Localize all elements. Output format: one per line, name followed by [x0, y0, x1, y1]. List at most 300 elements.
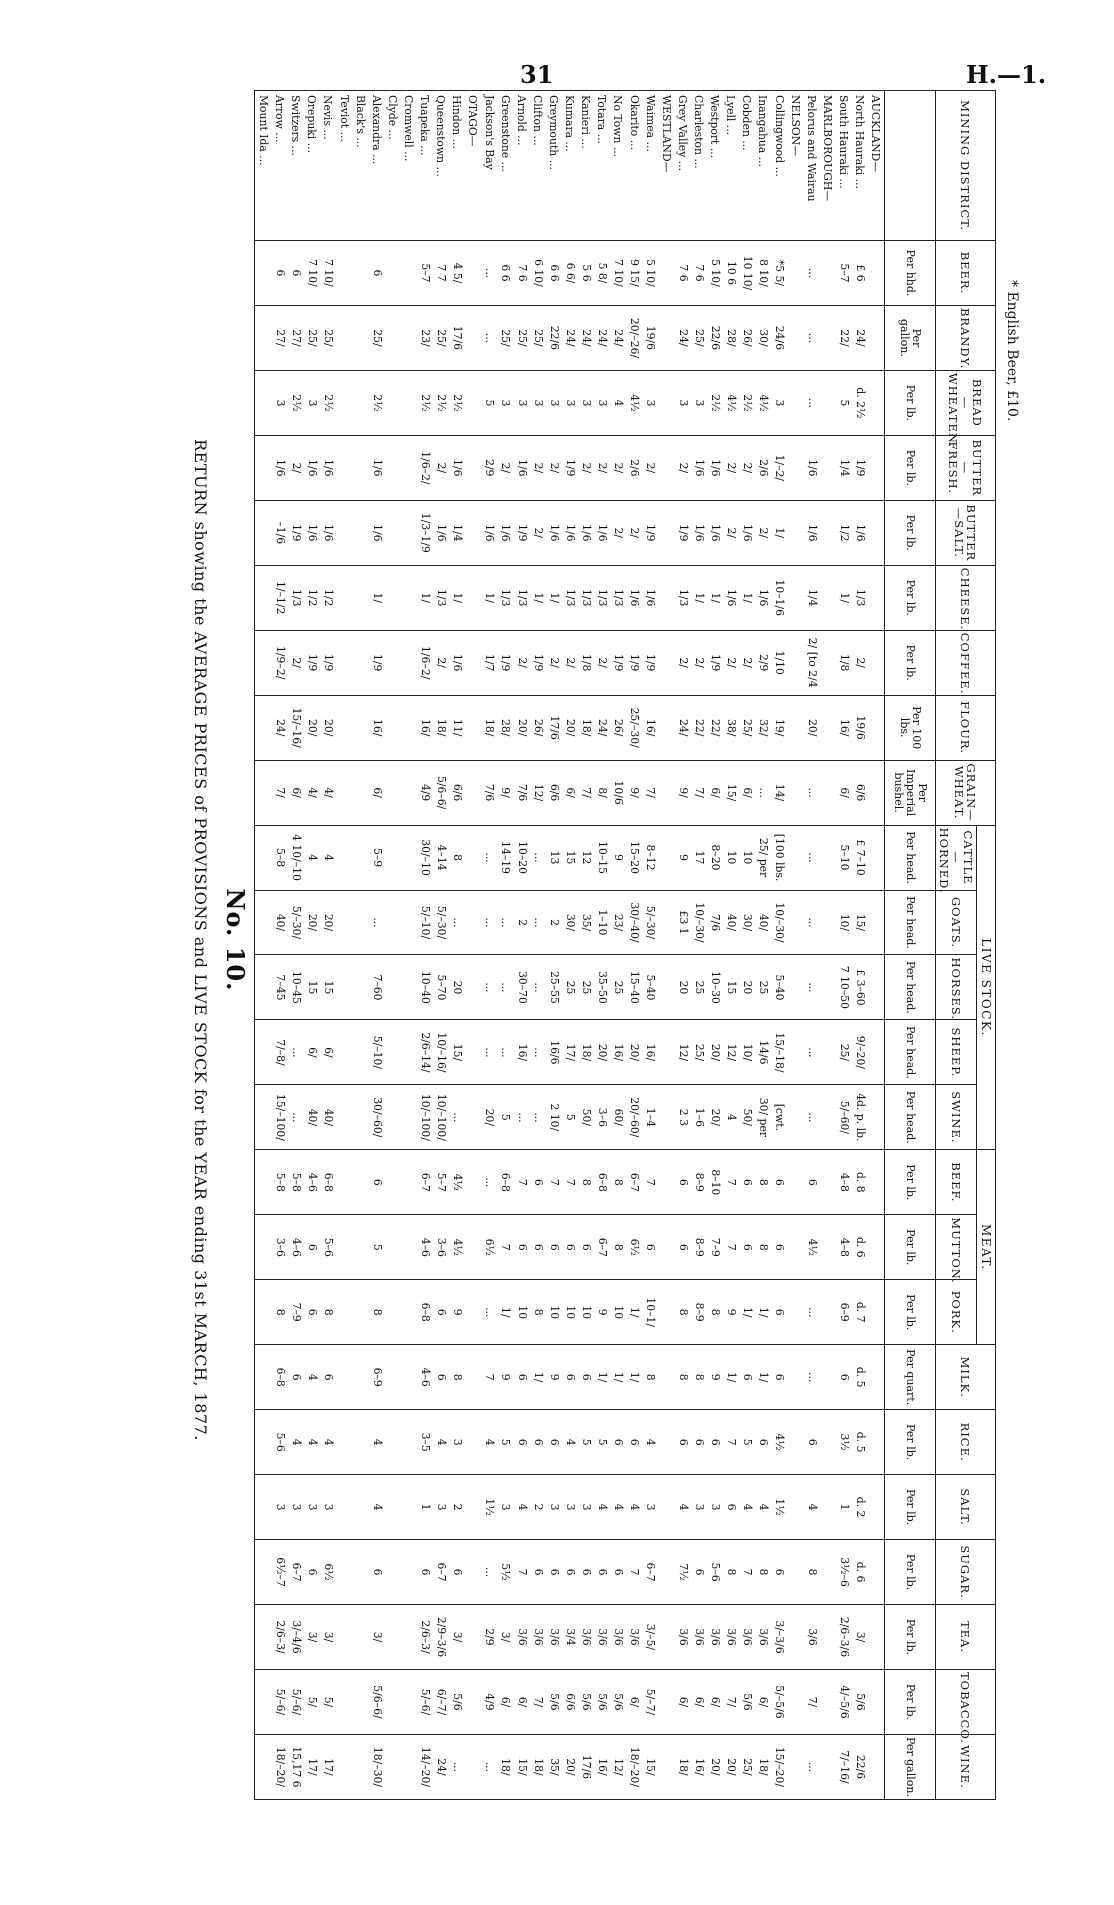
district-name: Cromwell ... [400, 91, 416, 241]
cell-cheese: 1/ [739, 565, 755, 630]
cell-cheese [384, 565, 400, 630]
cell-brandy: 19/6 [642, 305, 658, 370]
cell-butter_salt [336, 500, 352, 565]
cell-sheep [352, 1020, 368, 1085]
cell-sugar: 6 [529, 1540, 545, 1605]
cell-salt: 4 [674, 1475, 690, 1540]
cell-beer [384, 241, 400, 306]
column-unit-milk: Per quart. [885, 1345, 936, 1410]
cell-mutton: 6 [562, 1215, 578, 1280]
district-name: Clifton ... [529, 91, 545, 241]
table-row [674, 91, 690, 1800]
cell-milk: 6 [771, 1345, 787, 1410]
cell-rice [400, 1410, 416, 1475]
cell-swine [384, 1085, 400, 1150]
document-reference: H.—1. [966, 60, 1047, 89]
cell-mutton: 5–6 [320, 1215, 336, 1280]
cell-beef: 7 [513, 1150, 529, 1215]
cell-rice: 3–5 [417, 1410, 433, 1475]
empty-cell [819, 1345, 835, 1410]
cell-swine: 5/–60/ [835, 1085, 851, 1150]
cell-sheep: 16/ [610, 1020, 626, 1085]
cell-wheat: 7/6 [513, 760, 529, 825]
cell-bread: 3 [497, 370, 513, 435]
cell-rice: 5 [739, 1410, 755, 1475]
cell-wheat: 7/ [642, 760, 658, 825]
column-unit-tobacco: Per lb. [885, 1669, 936, 1734]
cell-butter_salt: 1/6 [690, 500, 706, 565]
cell-sheep: 20/ [594, 1020, 610, 1085]
cell-salt [352, 1475, 368, 1540]
cell-bread [352, 370, 368, 435]
cell-wine: 18/–20/ [626, 1734, 642, 1799]
cell-bread: 3 [690, 370, 706, 435]
cell-bread: 3 [529, 370, 545, 435]
cell-brandy: 27/ [288, 305, 304, 370]
cell-beef [255, 1150, 272, 1215]
cell-sheep: 14/6 [755, 1020, 771, 1085]
cell-flour: 25/ [739, 695, 755, 760]
empty-cell [658, 1734, 674, 1799]
cell-rice: 7 [723, 1410, 739, 1475]
empty-cell [787, 955, 803, 1020]
column-header-salt: SALT. [936, 1475, 996, 1540]
cell-milk: 6 [288, 1345, 304, 1410]
cell-tobacco: 7/ [529, 1669, 545, 1734]
cell-butter_fresh: 2/ [545, 435, 561, 500]
cell-bread: 5 [481, 370, 497, 435]
cell-cheese: 1/3 [562, 565, 578, 630]
cell-mutton: 3–6 [433, 1215, 449, 1280]
cell-milk: ... [803, 1345, 819, 1410]
cell-wine: 15/–20/ [771, 1734, 787, 1799]
cell-coffee: 2/ [852, 630, 868, 695]
cell-milk: 6 [320, 1345, 336, 1410]
cell-cattle: 8–12 [642, 825, 658, 890]
empty-cell [819, 1085, 835, 1150]
column-unit-pork: Per lb. [885, 1280, 936, 1345]
empty-cell [787, 890, 803, 955]
cell-brandy: 25/ [304, 305, 320, 370]
cell-mutton: 8 [755, 1215, 771, 1280]
district-name: Greymouth ... [545, 91, 561, 241]
cell-cheese: 1/–1/2 [272, 565, 288, 630]
cell-goats: 40/ [755, 890, 771, 955]
cell-sheep: 7/–8/ [272, 1020, 288, 1085]
cell-coffee: 2/ [545, 630, 561, 695]
empty-cell [658, 1150, 674, 1215]
cell-tea: 3/6 [578, 1605, 594, 1670]
cell-flour: 15/–16/ [288, 695, 304, 760]
cell-salt: 3 [304, 1475, 320, 1540]
cell-mutton: 4–6 [417, 1215, 433, 1280]
cell-cattle: 4 [304, 825, 320, 890]
cell-tobacco: 6/ [674, 1669, 690, 1734]
table-row [513, 91, 529, 1800]
cell-rice: 6 [690, 1410, 706, 1475]
cell-swine: 5 [562, 1085, 578, 1150]
cell-milk: 6 [578, 1345, 594, 1410]
cell-tea: 3/6 [739, 1605, 755, 1670]
cell-butter_fresh: 2/9 [481, 435, 497, 500]
column-header-butter_fresh: BUTTER—FRESH. [936, 435, 996, 500]
cell-brandy: 24/ [852, 305, 868, 370]
cell-wine: 17/ [304, 1734, 320, 1799]
empty-cell [868, 435, 885, 500]
cell-sheep [384, 1020, 400, 1085]
cell-pork: 1/ [497, 1280, 513, 1345]
cell-goats: 40/ [723, 890, 739, 955]
cell-cattle: 4 10/–10 [288, 825, 304, 890]
district-name: Clyde ... [384, 91, 400, 241]
cell-wine: 18/ [755, 1734, 771, 1799]
cell-goats: 30/ [739, 890, 755, 955]
cell-mutton: 6 [642, 1215, 658, 1280]
cell-flour: 24/ [674, 695, 690, 760]
cell-beef: 6–7 [626, 1150, 642, 1215]
cell-butter_fresh: 1/–2/ [771, 435, 787, 500]
footnote: * English Beer, £10. [1004, 280, 1020, 422]
cell-horses: 10–30 [707, 955, 723, 1020]
empty-cell [868, 695, 885, 760]
cell-flour: 16/ [642, 695, 658, 760]
cell-wine: 15/ [642, 1734, 658, 1799]
district-name: Teviot ... [336, 91, 352, 241]
table-row [449, 91, 465, 1800]
cell-coffee: 1/8 [835, 630, 851, 695]
cell-swine: 20/–60/ [626, 1085, 642, 1150]
cell-cheese: 1/ [368, 565, 384, 630]
cell-beef: 6 [368, 1150, 384, 1215]
empty-cell [465, 1280, 481, 1345]
cell-sheep: 5/–10/ [368, 1020, 384, 1085]
cell-sheep: 25/ [690, 1020, 706, 1085]
cell-coffee: 1/10 [771, 630, 787, 695]
empty-cell [658, 630, 674, 695]
cell-flour: 19/ [771, 695, 787, 760]
cell-mutton: 7 [723, 1215, 739, 1280]
cell-wheat [400, 760, 416, 825]
cell-tobacco: 5/6 [449, 1669, 465, 1734]
cell-goats: 30/–40/ [626, 890, 642, 955]
cell-beef: 6 [803, 1150, 819, 1215]
cell-bread [336, 370, 352, 435]
cell-flour: 18/ [433, 695, 449, 760]
cell-milk: 6 [562, 1345, 578, 1410]
cell-goats: 10/–30/ [771, 890, 787, 955]
cell-tobacco: 5/–5/6 [771, 1669, 787, 1734]
cell-tea: 3/ [368, 1605, 384, 1670]
cell-brandy: 28/ [723, 305, 739, 370]
cell-milk: 1/ [529, 1345, 545, 1410]
cell-horses: 20 [449, 955, 465, 1020]
cell-horses: 25–55 [545, 955, 561, 1020]
cell-sheep: 20/ [626, 1020, 642, 1085]
cell-cattle [352, 825, 368, 890]
district-name: Black's ... [352, 91, 368, 241]
cell-wheat: 4/ [320, 760, 336, 825]
cell-cattle: 8 [449, 825, 465, 890]
table-row [835, 91, 851, 1800]
cell-goats: 2 [545, 890, 561, 955]
cell-tea: 3/ [304, 1605, 320, 1670]
cell-wine: ... [803, 1734, 819, 1799]
cell-swine: 20/ [481, 1085, 497, 1150]
empty-cell [819, 955, 835, 1020]
cell-tobacco: 6/ [513, 1669, 529, 1734]
cell-milk: 7 [481, 1345, 497, 1410]
cell-brandy: 23/ [417, 305, 433, 370]
column-header-wheat: GRAIN—WHEAT. [936, 760, 996, 825]
cell-butter_fresh [255, 435, 272, 500]
cell-beef: 7 [642, 1150, 658, 1215]
cell-beer: 8 10/ [755, 241, 771, 306]
cell-brandy [255, 305, 272, 370]
cell-beef: 5–8 [272, 1150, 288, 1215]
cell-goats: ... [368, 890, 384, 955]
cell-swine: ... [529, 1085, 545, 1150]
cell-goats: ... [803, 890, 819, 955]
cell-pork: 8 [320, 1280, 336, 1345]
cell-coffee: 1/9 [497, 630, 513, 695]
cell-horses: 25 [755, 955, 771, 1020]
cell-brandy: ... [803, 305, 819, 370]
cell-pork: 6 [304, 1280, 320, 1345]
cell-horses: 5–40 [771, 955, 787, 1020]
cell-cheese: 1/3 [578, 565, 594, 630]
cell-horses: 7 10–50 [835, 955, 851, 1020]
cell-sugar: 7 [739, 1540, 755, 1605]
cell-pork: 8 [707, 1280, 723, 1345]
cell-coffee: 2/ [to 2/4 [803, 630, 819, 695]
cell-bread: 2½ [288, 370, 304, 435]
cell-rice: 5 [497, 1410, 513, 1475]
empty-cell [465, 695, 481, 760]
empty-cell [787, 305, 803, 370]
cell-salt: 3 [497, 1475, 513, 1540]
column-header-milk: MILK. [936, 1345, 996, 1410]
cell-bread: 3 [513, 370, 529, 435]
cell-cattle: 5–10 [835, 825, 851, 890]
cell-horses: 15–40 [626, 955, 642, 1020]
cell-beef: 7 [545, 1150, 561, 1215]
cell-rice: 6 [610, 1410, 626, 1475]
cell-brandy: 17/6 [449, 305, 465, 370]
cell-swine: 3–6 [594, 1085, 610, 1150]
cell-wine [255, 1734, 272, 1799]
cell-beer: 6 6/ [562, 241, 578, 306]
cell-pork: 8–9 [690, 1280, 706, 1345]
cell-wine: 18/ [674, 1734, 690, 1799]
cell-salt: 3 [545, 1475, 561, 1540]
cell-beer: 6 [368, 241, 384, 306]
table-row [545, 91, 561, 1800]
cell-tobacco: 6/–7/ [433, 1669, 449, 1734]
cell-tea: 3/ [320, 1605, 336, 1670]
cell-beer: 5 10/ [707, 241, 723, 306]
cell-beer: ... [481, 241, 497, 306]
cell-bread: ... [803, 370, 819, 435]
cell-rice: 3½ [835, 1410, 851, 1475]
cell-coffee: 1/9 [368, 630, 384, 695]
cell-sugar: 6 [578, 1540, 594, 1605]
cell-horses: 5–40 [642, 955, 658, 1020]
region-heading: OTAGO— [465, 91, 481, 241]
empty-cell [787, 1475, 803, 1540]
empty-cell [819, 825, 835, 890]
cell-tea: 3/6 [755, 1605, 771, 1670]
district-name: Orepuki ... [304, 91, 320, 241]
cell-coffee: 1/8 [578, 630, 594, 695]
empty-cell [658, 1215, 674, 1280]
cell-butter_salt: 1/9 [513, 500, 529, 565]
cell-flour [336, 695, 352, 760]
empty-cell [787, 1605, 803, 1670]
cell-brandy: 25/ [433, 305, 449, 370]
cell-cattle: ... [529, 825, 545, 890]
empty-cell [868, 1280, 885, 1345]
cell-coffee: 2/ [739, 630, 755, 695]
cell-tea: 3/ [449, 1605, 465, 1670]
cell-butter_fresh: 1/6 [368, 435, 384, 500]
cell-beef: 8–9 [690, 1150, 706, 1215]
cell-wheat: 7/ [272, 760, 288, 825]
cell-butter_fresh: 1/6 [690, 435, 706, 500]
cell-bread: 3 [594, 370, 610, 435]
district-name: Kanieri ... [578, 91, 594, 241]
cell-sugar: ... [481, 1540, 497, 1605]
cell-sugar: 6 [771, 1540, 787, 1605]
cell-tea [336, 1605, 352, 1670]
cell-cheese [255, 565, 272, 630]
cell-beef: 5–7 [433, 1150, 449, 1215]
cell-butter_salt: 1/9 [642, 500, 658, 565]
empty-cell [819, 565, 835, 630]
cell-rice: 6 [545, 1410, 561, 1475]
cell-brandy: ... [481, 305, 497, 370]
cell-wheat: 7/ [690, 760, 706, 825]
region-heading-row [658, 91, 674, 1800]
cell-cattle: 10–20 [513, 825, 529, 890]
cell-beef: 7 [723, 1150, 739, 1215]
cell-goats [400, 890, 416, 955]
cell-beer: 6 6 [545, 241, 561, 306]
cell-beef [384, 1150, 400, 1215]
cell-wheat: 15/ [723, 760, 739, 825]
column-unit-goats: Per head. [885, 890, 936, 955]
table-row [320, 91, 336, 1800]
cell-beer: 7 6 [513, 241, 529, 306]
cell-tobacco: 5/ [320, 1669, 336, 1734]
cell-pork [400, 1280, 416, 1345]
cell-tobacco [255, 1669, 272, 1734]
cell-bread: 3 [674, 370, 690, 435]
cell-swine: ... [449, 1085, 465, 1150]
cell-salt: 4 [626, 1475, 642, 1540]
cell-tea: 2/9 [481, 1605, 497, 1670]
table-row [272, 91, 288, 1800]
empty-cell [819, 241, 835, 306]
cell-tea: 2/6–3/ [417, 1605, 433, 1670]
cell-bread: 3 [578, 370, 594, 435]
cell-sugar: 8 [755, 1540, 771, 1605]
cell-brandy: 27/ [272, 305, 288, 370]
cell-mutton: d. 6 [852, 1215, 868, 1280]
cell-goats: 5/–30/ [433, 890, 449, 955]
cell-rice: 6 [755, 1410, 771, 1475]
table-row [400, 91, 416, 1800]
cell-salt: 6 [723, 1475, 739, 1540]
cell-wine: 17/6 [578, 1734, 594, 1799]
cell-horses: £ 3–60 [852, 955, 868, 1020]
cell-horses: 7–60 [368, 955, 384, 1020]
cell-beef [352, 1150, 368, 1215]
cell-cheese: 1/6 [626, 565, 642, 630]
cell-butter_fresh: 2/ [610, 435, 626, 500]
cell-wine [384, 1734, 400, 1799]
cell-milk: 6 [513, 1345, 529, 1410]
cell-beer: 5 8/ [594, 241, 610, 306]
cell-cattle: 15–20 [626, 825, 642, 890]
cell-flour: 20/ [513, 695, 529, 760]
cell-cattle: 12 [578, 825, 594, 890]
cell-rice: 6 [674, 1410, 690, 1475]
prices-table [254, 90, 996, 1800]
cell-mutton: 7–9 [707, 1215, 723, 1280]
cell-tobacco: 6/ [690, 1669, 706, 1734]
empty-cell [465, 1734, 481, 1799]
cell-cheese: 10–1/6 [771, 565, 787, 630]
empty-cell [868, 760, 885, 825]
cell-brandy [400, 305, 416, 370]
column-header-district: MINING DISTRICT. [936, 91, 996, 241]
cell-beer: 10 10/ [739, 241, 755, 306]
cell-tobacco: 5/ [304, 1669, 320, 1734]
cell-wine: 18/ [529, 1734, 545, 1799]
column-header-horses: HORSES. [936, 955, 977, 1020]
cell-cheese [352, 565, 368, 630]
cell-cattle: 8–20 [707, 825, 723, 890]
cell-wine: 16/ [594, 1734, 610, 1799]
cell-sheep: 6/ [304, 1020, 320, 1085]
cell-milk: 6–8 [272, 1345, 288, 1410]
district-name: South Hauraki ... [835, 91, 851, 241]
empty-cell [465, 890, 481, 955]
cell-brandy [336, 305, 352, 370]
cell-bread: 5 [835, 370, 851, 435]
empty-cell [658, 890, 674, 955]
cell-rice: 6 [707, 1410, 723, 1475]
column-unit-tea: Per lb. [885, 1605, 936, 1670]
empty-cell [868, 1020, 885, 1085]
district-name: Cobden ... [739, 91, 755, 241]
column-unit-coffee: Per lb. [885, 630, 936, 695]
cell-sugar: 6 [562, 1540, 578, 1605]
cell-swine [255, 1085, 272, 1150]
cell-swine: 15/–100/ [272, 1085, 288, 1150]
cell-horses: 15 [320, 955, 336, 1020]
cell-milk: 1/ [755, 1345, 771, 1410]
cell-wine: 25/ [739, 1734, 755, 1799]
cell-milk [336, 1345, 352, 1410]
cell-rice: 4 [433, 1410, 449, 1475]
cell-milk: 4–6 [417, 1345, 433, 1410]
cell-rice [255, 1410, 272, 1475]
cell-cheese: 1/6 [723, 565, 739, 630]
column-unit-mutton: Per lb. [885, 1215, 936, 1280]
cell-goats: 35/ [578, 890, 594, 955]
cell-coffee: 2/ [513, 630, 529, 695]
